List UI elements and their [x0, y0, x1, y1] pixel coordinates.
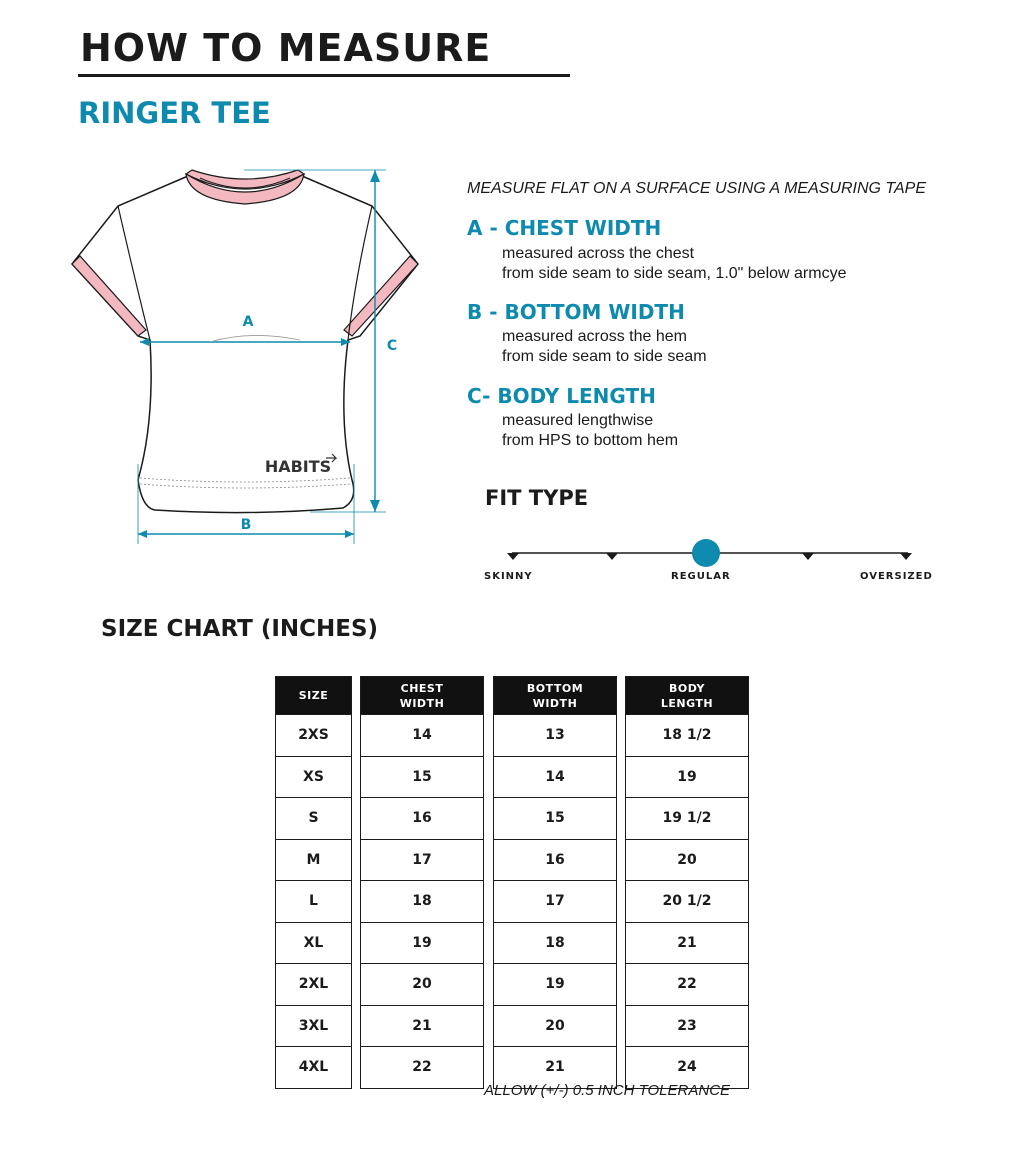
- measure-c-line2: from HPS to bottom hem: [502, 432, 679, 449]
- chest-cell: 21: [361, 1005, 483, 1047]
- column-header-label: SIZE: [298, 689, 329, 702]
- measure-a-line2: from side seam to side seam, 1.0" below armcye: [502, 265, 847, 282]
- length-cell: 22: [626, 963, 748, 1005]
- column-header-label: BODY LENGTH: [660, 681, 714, 710]
- size-cell: L: [276, 880, 351, 922]
- size-chart-title: SIZE CHART (INCHES): [101, 616, 379, 642]
- column-header-label: BOTTOM WIDTH: [526, 681, 584, 710]
- length-cell: 18 1/2: [626, 714, 748, 756]
- measure-b-line1: measured across the hem: [502, 328, 687, 345]
- habits-logo: [265, 454, 336, 476]
- fit-tick: [900, 553, 912, 560]
- tshirt-body: [72, 176, 418, 513]
- fit-tick: [507, 553, 519, 560]
- fit-label-skinny: SKINNY: [484, 571, 533, 582]
- length-cell: 19 1/2: [626, 797, 748, 839]
- label-b: B: [240, 517, 252, 533]
- chest-cell: 18: [361, 880, 483, 922]
- length-cell: 23: [626, 1005, 748, 1047]
- tshirt-diagram: [60, 160, 440, 550]
- measure-instruction: MEASURE FLAT ON A SURFACE USING A MEASURING TAPE: [467, 180, 927, 197]
- size-cell: S: [276, 797, 351, 839]
- bottom-cell: 13: [494, 714, 616, 756]
- chest-cell: 16: [361, 797, 483, 839]
- column-header: [494, 677, 616, 714]
- size-cell: XS: [276, 756, 351, 798]
- size-cell: 2XL: [276, 963, 351, 1005]
- bottom-cell: 19: [494, 963, 616, 1005]
- measure-c-heading: C- BODY LENGTH: [467, 384, 656, 408]
- brand-logo-text: HABITS: [264, 457, 332, 476]
- size-cell: 4XL: [276, 1046, 351, 1088]
- label-a: A: [242, 314, 254, 330]
- chest-cell: 22: [361, 1046, 483, 1088]
- chest-cell: 20: [361, 963, 483, 1005]
- bottom-cell: 14: [494, 756, 616, 798]
- bottom-cell: 15: [494, 797, 616, 839]
- body-length-column: [625, 676, 749, 1089]
- length-cell: 19: [626, 756, 748, 798]
- chest-cell: 19: [361, 922, 483, 964]
- column-header: [361, 677, 483, 714]
- bottom-width-column: [493, 676, 617, 1089]
- column-header-label: CHEST WIDTH: [399, 681, 445, 710]
- measure-a-line1: measured across the chest: [502, 245, 695, 262]
- chest-cell: 17: [361, 839, 483, 881]
- measure-b-line2: from side seam to side seam: [502, 348, 707, 365]
- measure-c-line1: measured lengthwise: [502, 412, 654, 429]
- size-column: [275, 676, 352, 1089]
- size-cell: 3XL: [276, 1005, 351, 1047]
- title-underline: [78, 74, 570, 77]
- length-cell: 20 1/2: [626, 880, 748, 922]
- fit-type-title: FIT TYPE: [485, 486, 589, 510]
- bottom-cell: 18: [494, 922, 616, 964]
- column-header: [276, 677, 351, 714]
- label-c: C: [386, 338, 398, 354]
- measure-b-heading: B - BOTTOM WIDTH: [467, 300, 685, 324]
- size-cell: XL: [276, 922, 351, 964]
- bottom-cell: 21: [494, 1046, 616, 1088]
- fit-label-oversized: OVERSIZED: [860, 571, 933, 582]
- measure-a-heading: A - CHEST WIDTH: [467, 216, 662, 240]
- fit-scale: [500, 536, 920, 568]
- fit-tick: [606, 553, 618, 560]
- size-cell: 2XS: [276, 714, 351, 756]
- bottom-cell: 17: [494, 880, 616, 922]
- column-header: [626, 677, 748, 714]
- bottom-cell: 20: [494, 1005, 616, 1047]
- chest-cell: 14: [361, 714, 483, 756]
- bottom-cell: 16: [494, 839, 616, 881]
- length-cell: 21: [626, 922, 748, 964]
- length-cell: 20: [626, 839, 748, 881]
- chest-cell: 15: [361, 756, 483, 798]
- fit-label-regular: REGULAR: [671, 571, 731, 582]
- fit-selected-marker: [692, 539, 720, 567]
- product-name: RINGER TEE: [78, 96, 271, 130]
- length-cell: 24: [626, 1046, 748, 1088]
- tolerance-note: ALLOW (+/-) 0.5 INCH TOLERANCE: [484, 1082, 731, 1099]
- chest-width-column: [360, 676, 484, 1089]
- fit-tick: [802, 553, 814, 560]
- page-title: HOW TO MEASURE: [80, 26, 492, 70]
- size-cell: M: [276, 839, 351, 881]
